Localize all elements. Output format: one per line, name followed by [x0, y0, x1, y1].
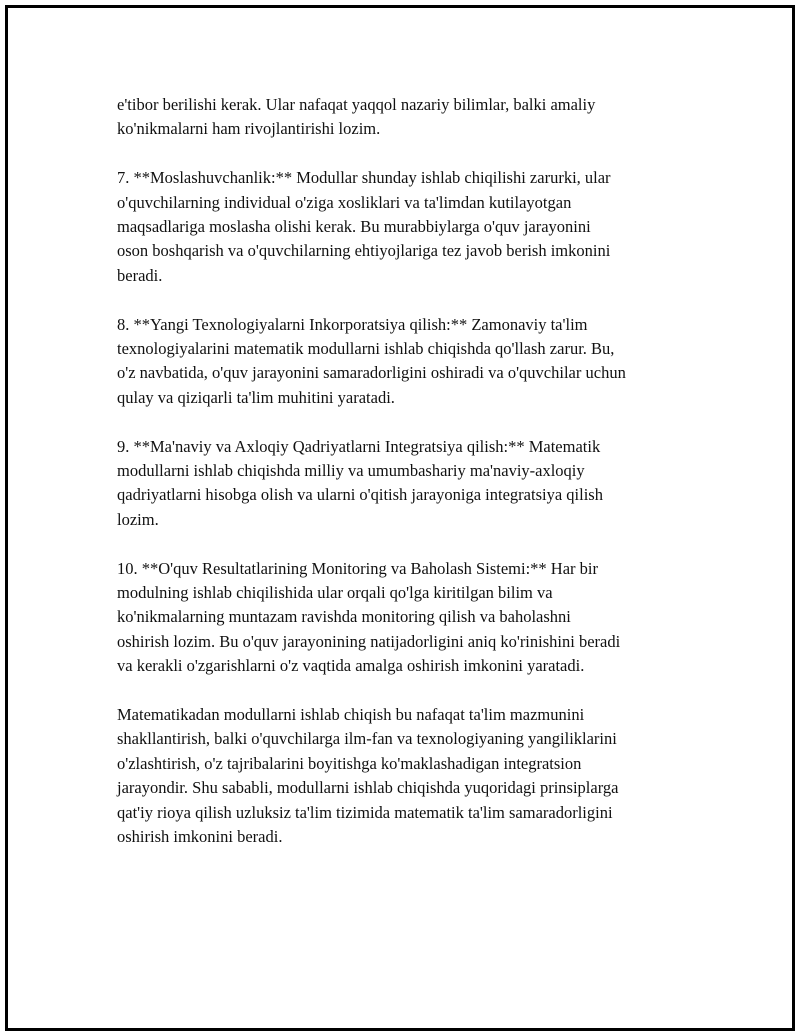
paragraph-item-8: 8. **Yangi Texnologiyalarni Inkorporatsiya qilish:** Zamonaviy ta'lim texnologiyalarini matematik modullarni ishlab chiqishda qo'llash zarur. Bu, o'z navbatida, o'quv jarayonini samaradorligini oshiradi va o'quvchilar uchun qulay va qiziqarli ta'lim muhitini yaratadi. — [117, 314, 626, 407]
document-body — [117, 93, 697, 874]
paragraph-item-9: 9. **Ma'naviy va Axloqiy Qadriyatlarni Integratsiya qilish:** Matematik modullarni ishlab chiqishda milliy va umumbashariy ma'naviy-axloqiy qadriyatlarni hisobga olish va ularni o'qitish jarayoniga integratsiya qilish lozim. — [117, 436, 603, 529]
paragraph-item-10: 10. **O'quv Resultatlarining Monitoring va Baholash Sistemi:** Har bir modulning ishlab chiqilishida ular orqali qo'lga kiritilgan bilim va ko'nikmalarning muntazam ravishda monitoring qilish va baholashni oshirish lozim. Bu o'quv jarayonining natijadorligini aniq ko'rinishini beradi va kerakli o'zgarishlarni o'z vaqtida amalga oshirish imkonini yaratadi. — [117, 558, 621, 676]
paragraph-continuation: e'tibor berilishi kerak. Ular nafaqat yaqqol nazariy bilimlar, balki amaliy ko'nikmalarni ham rivojlantirishi lozim. — [117, 95, 596, 139]
paragraph-item-7: 7. **Moslashuvchanlik:** Modullar shunday ishlab chiqilishi zarurki, ular o'quvchilarning individual o'ziga xosliklari va ta'limdan kutilayotgan maqsadlariga moslasha olishi kerak. Bu murabbiylarga o'quv jarayonini oson boshqarish va o'quvchilarning ehtiyojlariga tez javob berish imkonini beradi. — [117, 168, 611, 285]
paragraph-conclusion: Matematikadan modullarni ishlab chiqish bu nafaqat ta'lim mazmunini shakllantirish, balki o'quvchilarga ilm-fan va texnologiyaning yangiliklarini o'zlashtirish, o'z tajribalarini boyitishga ko'maklashadigan integratsion jarayondir. Shu sababli, modullarni ishlab chiqishda yuqoridagi prinsiplarga qat'iy rioya qilish uzluksiz ta'lim tizimida matematik ta'lim samaradorligini oshirish imkonini beradi. — [117, 705, 619, 847]
